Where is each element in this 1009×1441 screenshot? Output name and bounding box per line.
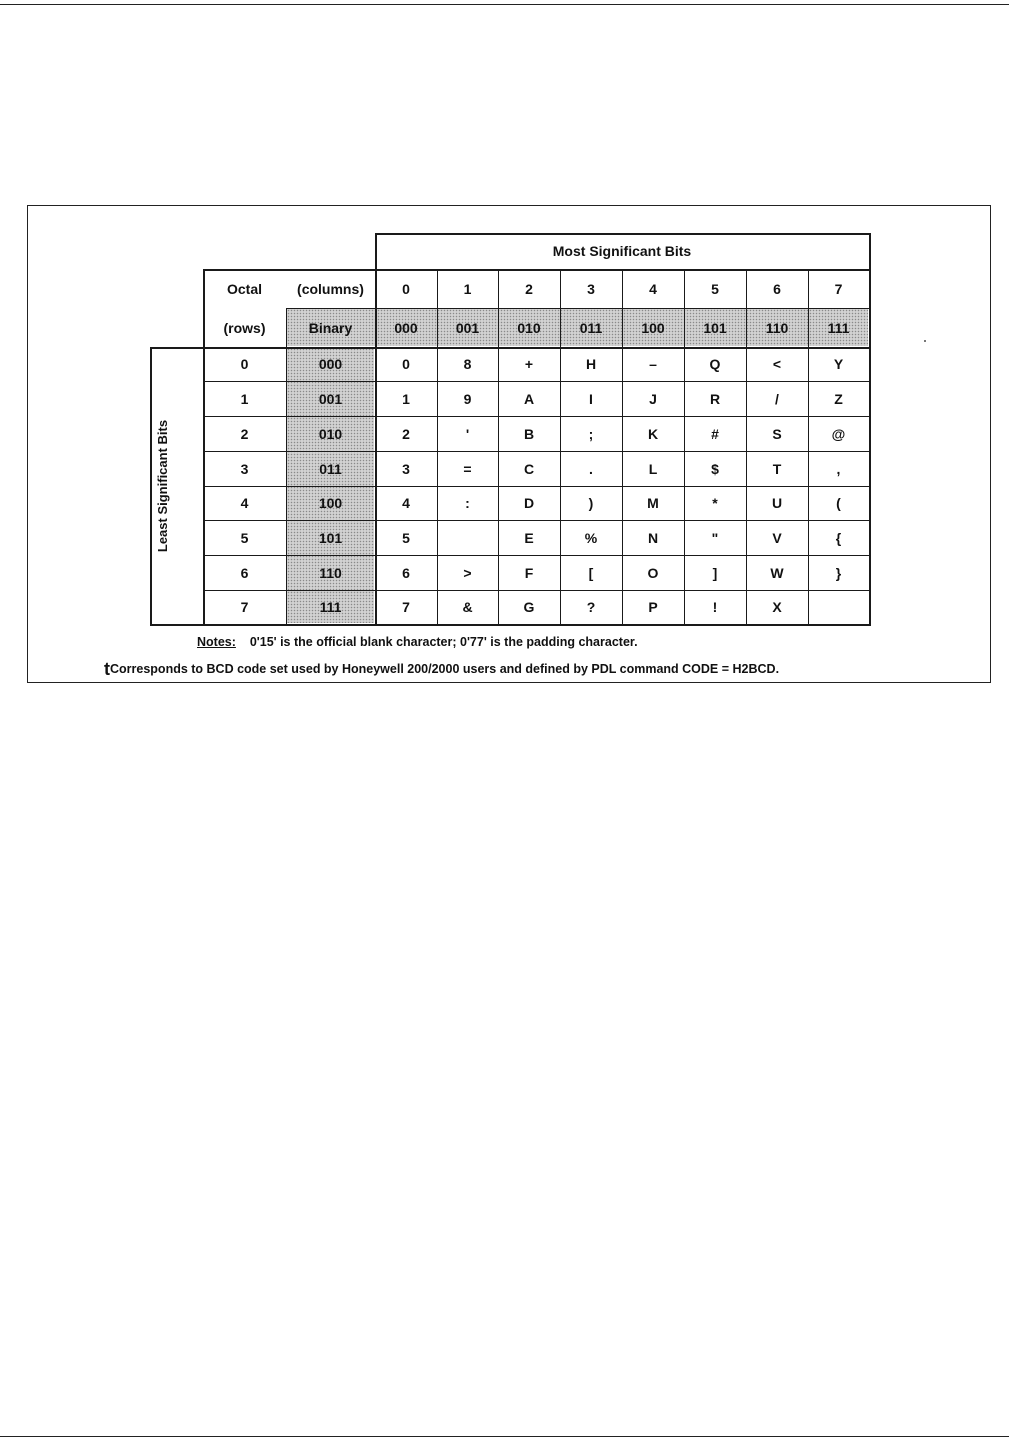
column-octal-header: 7 xyxy=(834,280,843,297)
row-binary-label: 000 xyxy=(318,356,343,372)
column-octal-header: 2 xyxy=(525,280,533,297)
column-octal-header: 0 xyxy=(402,280,410,297)
row-binary-label: 001 xyxy=(318,390,343,407)
table-cell: Q xyxy=(709,356,721,372)
column-octal-header: 6 xyxy=(773,280,781,297)
table-cell: . xyxy=(589,460,593,477)
page-top-rule xyxy=(0,4,1009,5)
least-significant-bits-label: Least Significant Bits xyxy=(154,419,170,553)
row-octal-label: 2 xyxy=(240,425,249,442)
page-bottom-rule xyxy=(0,1436,1009,1437)
table-cell: ] xyxy=(712,564,718,581)
table-cell: G xyxy=(523,599,535,615)
table-cell: 2 xyxy=(402,425,410,442)
table-cell: = xyxy=(463,460,472,477)
table-cell: ) xyxy=(588,495,594,511)
table-cell: J xyxy=(649,390,657,407)
column-binary-header: 001 xyxy=(455,319,480,336)
most-significant-bits-header: Most Significant Bits xyxy=(552,243,692,259)
table-cell: ? xyxy=(586,599,596,615)
grid-line xyxy=(869,233,871,626)
table-cell: @ xyxy=(831,425,846,442)
footnote-line xyxy=(104,659,779,680)
octal-label: Octal xyxy=(226,280,262,297)
table-cell: & xyxy=(462,599,473,615)
table-cell: ( xyxy=(836,495,841,511)
row-octal-label: 5 xyxy=(240,529,249,546)
table-cell: 5 xyxy=(402,529,410,546)
columns-label: (columns) xyxy=(297,280,364,297)
table-cell: 9 xyxy=(463,390,472,407)
table-cell: I xyxy=(589,390,593,407)
table-cell: P xyxy=(648,599,658,615)
table-cell: R xyxy=(709,390,721,407)
table-cell: $ xyxy=(711,460,719,477)
row-binary-label: 111 xyxy=(319,599,342,615)
table-cell: T xyxy=(772,460,782,477)
rows-label: (rows) xyxy=(223,319,266,336)
table-cell: – xyxy=(649,356,657,372)
table-cell: < xyxy=(772,356,782,372)
binary-label: Binary xyxy=(308,319,353,336)
table-cell: Y xyxy=(833,356,844,372)
table-cell: } xyxy=(835,564,842,581)
column-binary-header: 100 xyxy=(641,319,665,336)
table-cell: W xyxy=(770,564,784,581)
notes-text: 0'15' is the official blank character; 0'77' is the padding character. xyxy=(249,635,638,649)
table-cell: V xyxy=(772,529,782,546)
row-octal-label: 1 xyxy=(240,390,249,407)
table-cell: B xyxy=(523,425,535,442)
table-cell: ' xyxy=(465,425,470,442)
table-cell: 8 xyxy=(463,356,472,372)
row-octal-label: 3 xyxy=(240,460,249,477)
table-cell: A xyxy=(523,390,535,407)
row-binary-label: 100 xyxy=(318,495,343,511)
table-cell: E xyxy=(524,529,534,546)
column-binary-header: 011 xyxy=(579,319,603,336)
column-binary-header: 010 xyxy=(517,319,541,336)
table-cell: # xyxy=(711,425,719,442)
column-octal-header: 1 xyxy=(463,280,472,297)
table-cell: { xyxy=(835,529,842,546)
footnote-text: Corresponds to BCD code set used by Honeywell 200/2000 users and defined by PDL command CODE = H2BCD. xyxy=(110,662,780,676)
table-cell: : xyxy=(465,495,470,511)
notes-line xyxy=(197,635,638,649)
table-cell: X xyxy=(772,599,782,615)
column-octal-header: 4 xyxy=(649,280,657,297)
table-cell: 7 xyxy=(402,599,410,615)
table-cell: , xyxy=(836,460,841,477)
table-cell: 3 xyxy=(402,460,410,477)
table-cell: % xyxy=(584,529,598,546)
table-cell: D xyxy=(523,495,535,511)
table-cell: O xyxy=(647,564,659,581)
table-cell: ; xyxy=(588,425,594,442)
table-cell: > xyxy=(463,564,472,581)
row-binary-label: 011 xyxy=(319,460,342,477)
row-octal-label: 4 xyxy=(240,495,249,511)
table-cell: [ xyxy=(588,564,594,581)
table-cell: C xyxy=(523,460,535,477)
footnote-dagger: t xyxy=(104,659,110,679)
column-binary-header: 110 xyxy=(765,319,789,336)
table-cell: M xyxy=(647,495,659,511)
column-binary-header: 000 xyxy=(394,319,418,336)
row-octal-label: 7 xyxy=(240,599,249,615)
row-binary-label: 010 xyxy=(318,425,343,442)
column-octal-header: 3 xyxy=(587,280,595,297)
table-cell: L xyxy=(648,460,658,477)
table-cell xyxy=(437,520,498,555)
table-cell: N xyxy=(647,529,659,546)
table-cell: 4 xyxy=(402,495,410,511)
table-cell: 0 xyxy=(402,356,410,372)
column-octal-header: 5 xyxy=(711,280,719,297)
table-cell: H xyxy=(585,356,597,372)
table-cell: K xyxy=(647,425,659,442)
table-cell xyxy=(808,590,869,624)
table-cell: + xyxy=(524,356,534,372)
column-binary-header: 101 xyxy=(703,319,727,336)
notes-label: Notes: xyxy=(197,635,236,649)
table-cell: / xyxy=(775,390,779,407)
table-cell: ! xyxy=(712,599,718,615)
column-binary-header: 111 xyxy=(827,319,850,336)
table-cell: S xyxy=(772,425,782,442)
row-octal-label: 6 xyxy=(240,564,249,581)
table-cell: * xyxy=(712,495,718,511)
table-cell: " xyxy=(711,529,719,546)
row-octal-label: 0 xyxy=(240,356,249,372)
grid-line xyxy=(150,624,203,626)
row-binary-label: 101 xyxy=(318,529,343,546)
row-binary-label: 110 xyxy=(319,564,342,581)
table-cell: F xyxy=(524,564,534,581)
table-cell: 1 xyxy=(402,390,410,407)
table-cell: 6 xyxy=(402,564,410,581)
table-cell: Z xyxy=(834,390,843,407)
grid-line xyxy=(203,624,870,626)
table-cell: U xyxy=(771,495,783,511)
